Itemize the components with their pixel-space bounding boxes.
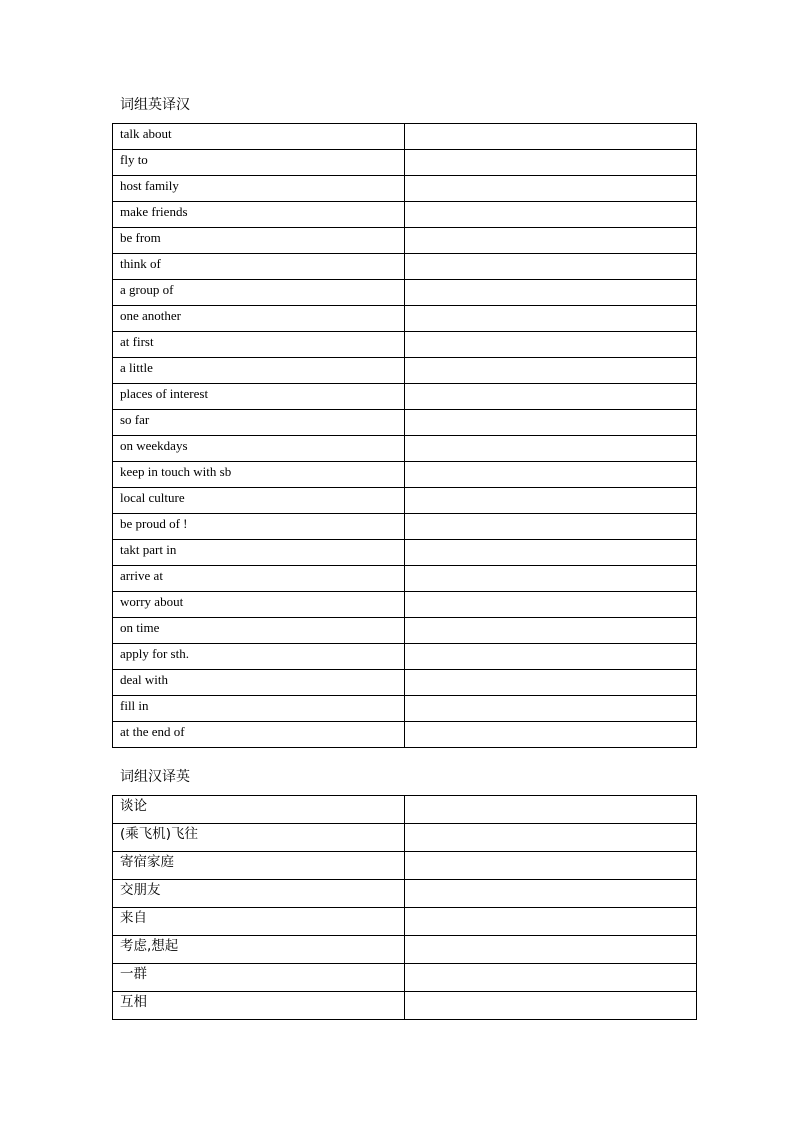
phrase-cell: be proud of !	[113, 514, 405, 540]
table-row	[113, 796, 697, 824]
table-row	[113, 992, 697, 1020]
table-row	[113, 384, 697, 410]
table-row	[113, 176, 697, 202]
phrase-cell: 互相	[113, 992, 405, 1020]
phrase-cell: fill in	[113, 696, 405, 722]
table-row	[113, 410, 697, 436]
phrase-cell: fly to	[113, 150, 405, 176]
table-row	[113, 306, 697, 332]
answer-cell[interactable]	[405, 908, 697, 936]
table-row	[113, 670, 697, 696]
answer-cell[interactable]	[405, 618, 697, 644]
answer-cell[interactable]	[405, 202, 697, 228]
section-title-chinese-to-english: 词组汉译英	[120, 769, 190, 785]
table-row	[113, 644, 697, 670]
table-row	[113, 566, 697, 592]
phrase-cell: takt part in	[113, 540, 405, 566]
english-to-chinese-table-body	[113, 124, 697, 748]
answer-cell[interactable]	[405, 384, 697, 410]
phrase-cell: 谈论	[113, 796, 405, 824]
phrase-cell: keep in touch with sb	[113, 462, 405, 488]
table-row	[113, 124, 697, 150]
answer-cell[interactable]	[405, 254, 697, 280]
phrase-cell: make friends	[113, 202, 405, 228]
phrase-cell: 交朋友	[113, 880, 405, 908]
answer-cell[interactable]	[405, 566, 697, 592]
table-row	[113, 936, 697, 964]
phrase-cell: a group of	[113, 280, 405, 306]
phrase-cell: 寄宿家庭	[113, 852, 405, 880]
answer-cell[interactable]	[405, 964, 697, 992]
answer-cell[interactable]	[405, 124, 697, 150]
table-row	[113, 696, 697, 722]
answer-cell[interactable]	[405, 644, 697, 670]
answer-cell[interactable]	[405, 992, 697, 1020]
answer-cell[interactable]	[405, 696, 697, 722]
answer-cell[interactable]	[405, 358, 697, 384]
table-row	[113, 964, 697, 992]
answer-cell[interactable]	[405, 410, 697, 436]
answer-cell[interactable]	[405, 824, 697, 852]
chinese-to-english-table	[112, 795, 697, 1020]
phrase-cell: be from	[113, 228, 405, 254]
table-row	[113, 722, 697, 748]
english-to-chinese-table	[112, 123, 697, 748]
answer-cell[interactable]	[405, 306, 697, 332]
phrase-cell: so far	[113, 410, 405, 436]
table-row	[113, 358, 697, 384]
phrase-cell: host family	[113, 176, 405, 202]
answer-cell[interactable]	[405, 462, 697, 488]
table-row	[113, 540, 697, 566]
phrase-cell: places of interest	[113, 384, 405, 410]
table-row	[113, 332, 697, 358]
answer-cell[interactable]	[405, 280, 697, 306]
answer-cell[interactable]	[405, 332, 697, 358]
table-row	[113, 488, 697, 514]
answer-cell[interactable]	[405, 880, 697, 908]
answer-cell[interactable]	[405, 936, 697, 964]
table-row	[113, 852, 697, 880]
phrase-cell: on weekdays	[113, 436, 405, 462]
phrase-cell: 一群	[113, 964, 405, 992]
phrase-cell: on time	[113, 618, 405, 644]
answer-cell[interactable]	[405, 436, 697, 462]
answer-cell[interactable]	[405, 228, 697, 254]
table-row	[113, 908, 697, 936]
table-row	[113, 824, 697, 852]
answer-cell[interactable]	[405, 176, 697, 202]
table-row	[113, 228, 697, 254]
phrase-cell: apply for sth.	[113, 644, 405, 670]
phrase-cell: worry about	[113, 592, 405, 618]
answer-cell[interactable]	[405, 592, 697, 618]
phrase-cell: (乘飞机)飞往	[113, 824, 405, 852]
phrase-cell: talk about	[113, 124, 405, 150]
phrase-cell: think of	[113, 254, 405, 280]
table-row	[113, 592, 697, 618]
table-row	[113, 150, 697, 176]
answer-cell[interactable]	[405, 150, 697, 176]
answer-cell[interactable]	[405, 796, 697, 824]
table-row	[113, 514, 697, 540]
phrase-cell: at first	[113, 332, 405, 358]
phrase-cell: deal with	[113, 670, 405, 696]
answer-cell[interactable]	[405, 514, 697, 540]
section-title-english-to-chinese: 词组英译汉	[120, 97, 190, 113]
answer-cell[interactable]	[405, 852, 697, 880]
table-row	[113, 280, 697, 306]
table-row	[113, 880, 697, 908]
answer-cell[interactable]	[405, 670, 697, 696]
table-row	[113, 462, 697, 488]
table-row	[113, 618, 697, 644]
answer-cell[interactable]	[405, 722, 697, 748]
phrase-cell: arrive at	[113, 566, 405, 592]
table-row	[113, 254, 697, 280]
phrase-cell: one another	[113, 306, 405, 332]
phrase-cell: 来自	[113, 908, 405, 936]
phrase-cell: at the end of	[113, 722, 405, 748]
answer-cell[interactable]	[405, 540, 697, 566]
phrase-cell: local culture	[113, 488, 405, 514]
phrase-cell: 考虑,想起	[113, 936, 405, 964]
phrase-cell: a little	[113, 358, 405, 384]
answer-cell[interactable]	[405, 488, 697, 514]
table-row	[113, 436, 697, 462]
table-row	[113, 202, 697, 228]
chinese-to-english-table-body	[113, 796, 697, 1020]
